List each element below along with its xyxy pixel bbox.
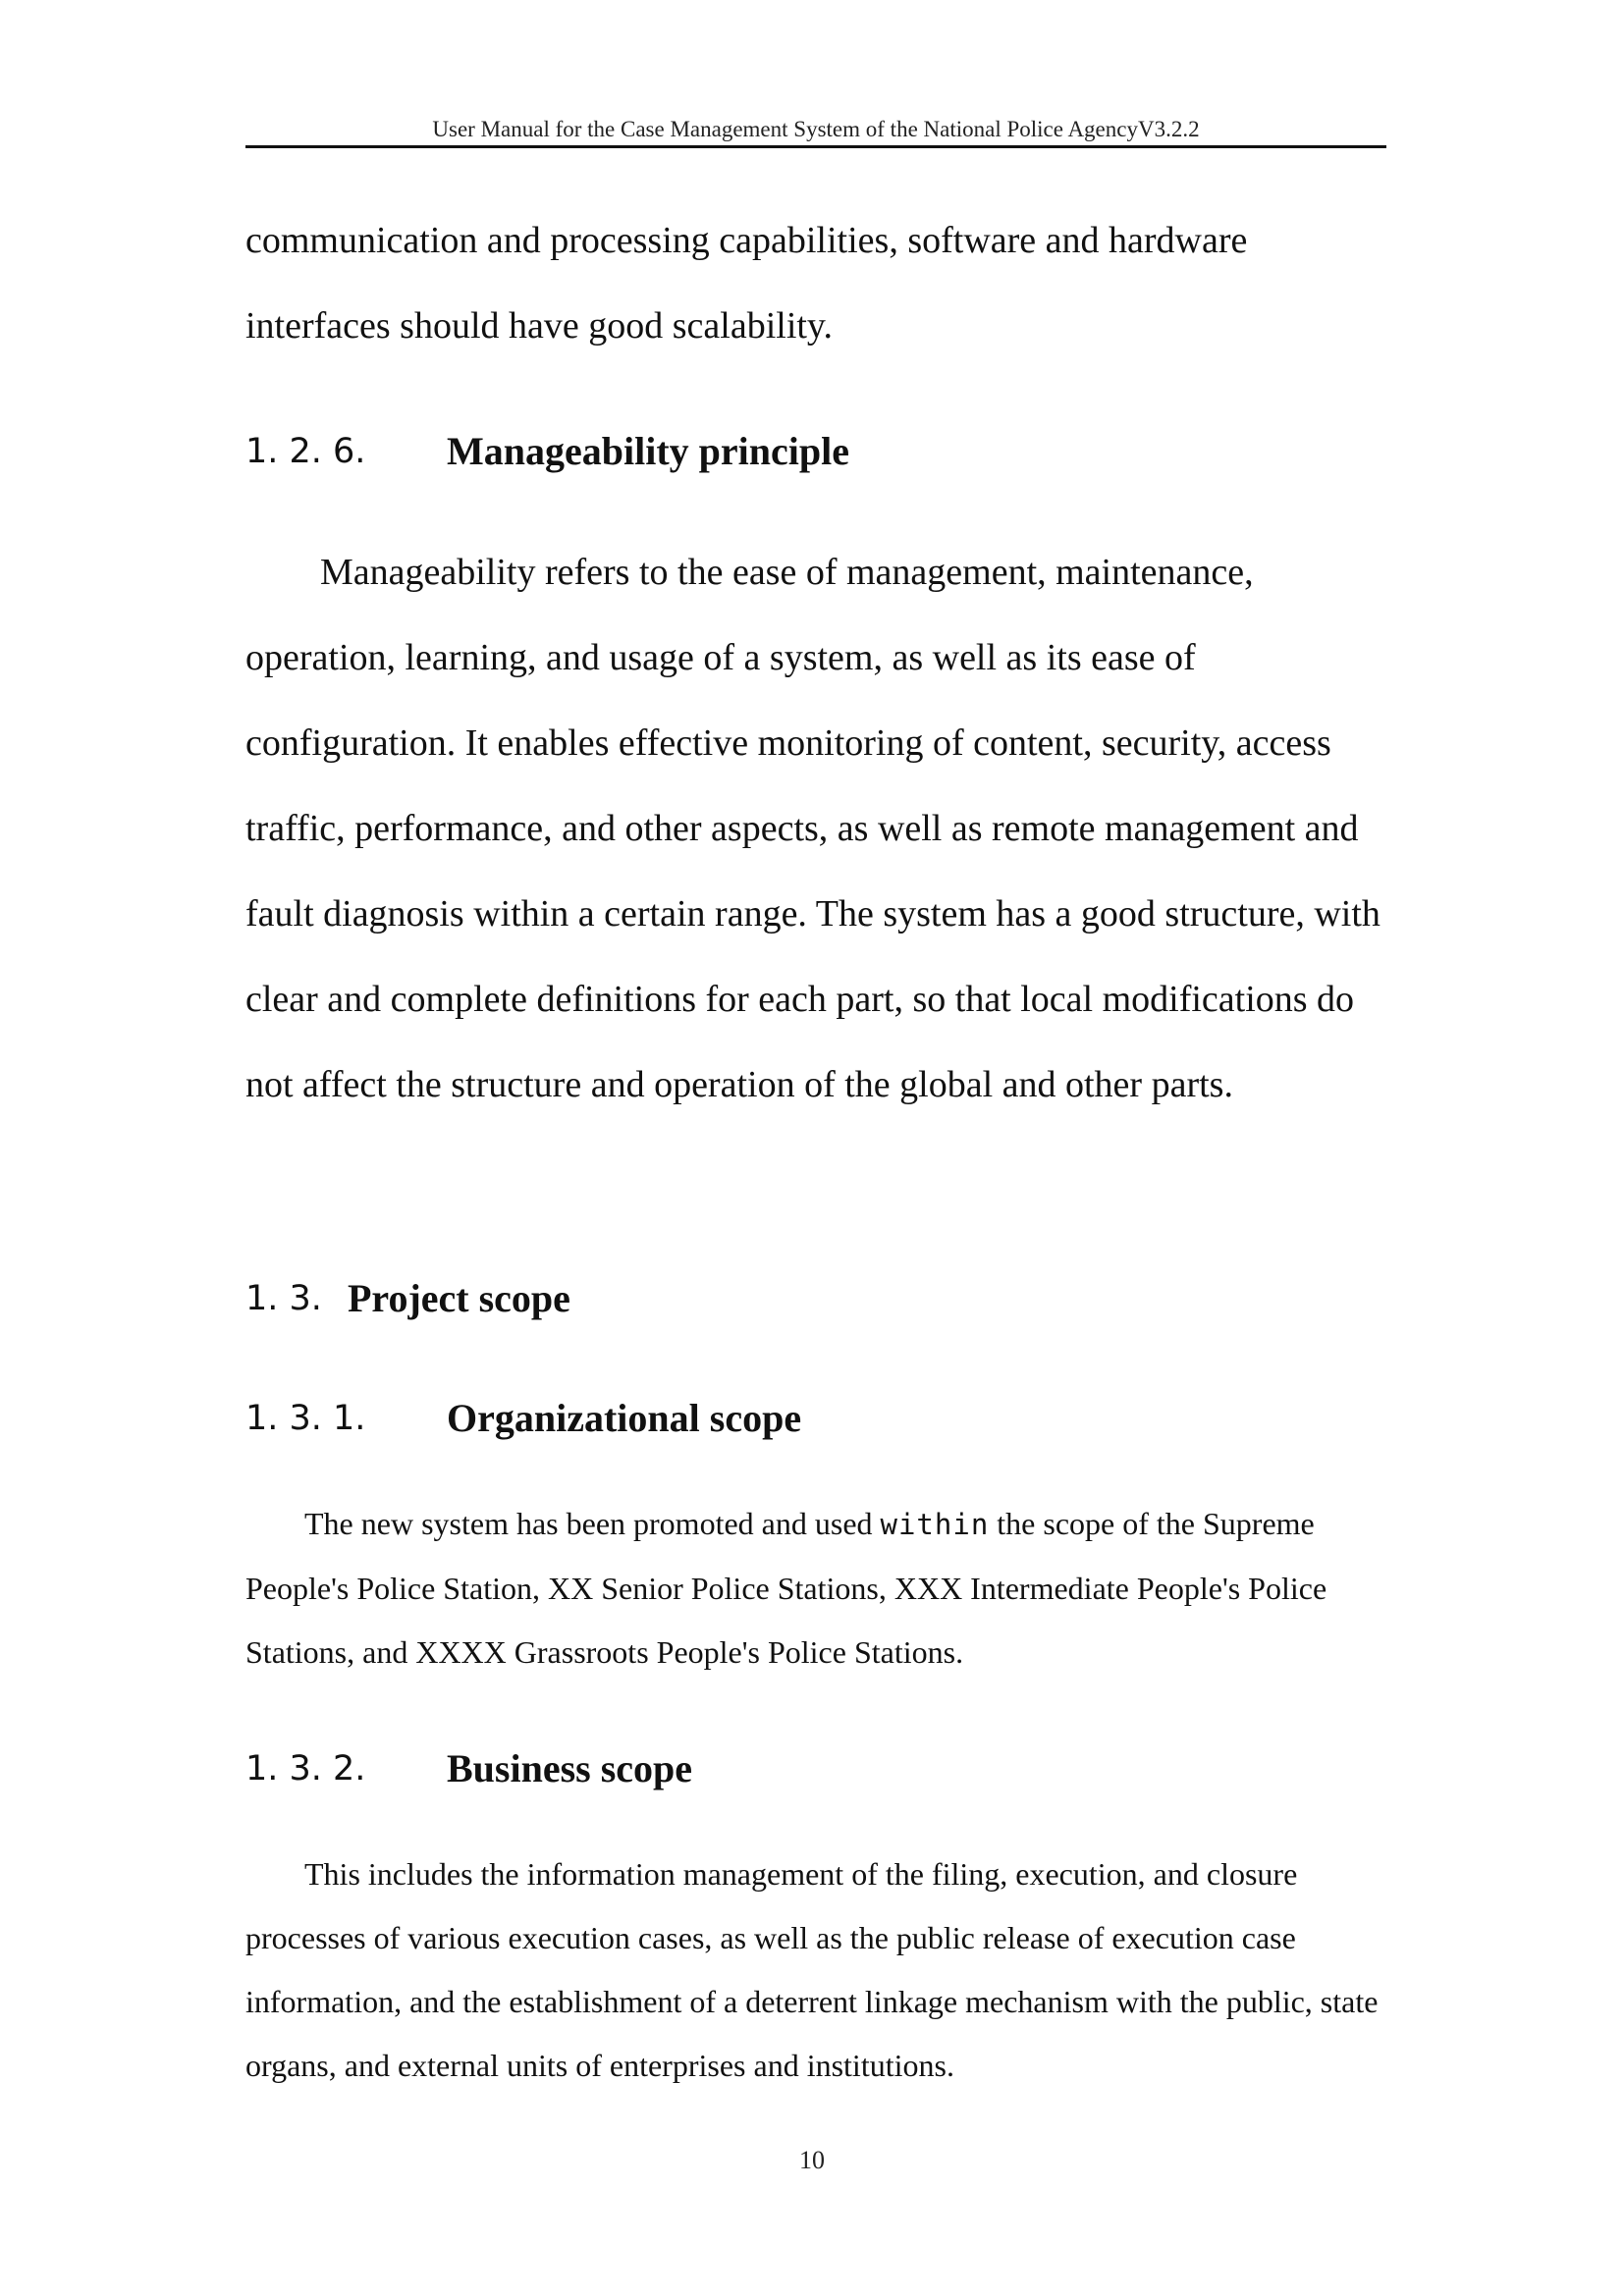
business-scope-paragraph: This includes the information management of the filing, execution, and closure processes of various execution cases, as well as the public release of execution case information, and the establishment of a deterrent linkage mechanism with the public, state organs, and external units of enterprises and institutions. [245,1856,1379,2083]
paragraph-text: The new system has been promoted and used [304,1506,881,1541]
continuation-paragraph: communication and processing capabilities, software and hardware interfaces should have good scalability. [245,220,1248,347]
section-heading-1-3 [245,1269,1386,1328]
section-number: 1. 3. 1. [245,1399,366,1438]
paragraph-text: the scope of the Supreme People's Police Station, XX Senior Police Stations, XXX Intermediate People's Police Stations, and XXXX Grassroots People's Police Stations. [245,1506,1327,1670]
section-heading-1-3-1 [245,1389,1386,1448]
page-number: 10 [799,2146,825,2174]
organizational-scope-paragraph [245,1492,1386,1684]
header-rule [245,145,1386,148]
section-title: Project scope [348,1276,570,1320]
section-heading-1-3-2 [245,1739,1386,1798]
section-number: 1. 2. 6. [245,432,366,471]
section-title: Manageability principle [447,429,849,473]
running-header: User Manual for the Case Management System of the National Police AgencyV3.2.2 [432,117,1200,141]
manageability-paragraph: Manageability refers to the ease of management, maintenance, operation, learning, and usage of a system, as well as its ease of configuration. It enables effective monitoring of content, security, access traffic, performance, and other aspects, as well as remote management and fault diagnosis within a certain range. The system has a good structure, with clear and complete definitions for each part, so that local modifications do not affect the structure and operation of the global and other parts. [245,552,1380,1105]
section-number: 1. 3. 2. [245,1749,366,1789]
section-number: 1. 3. [245,1279,322,1318]
section-title: Business scope [447,1746,693,1790]
paragraph-mono-word: within [880,1508,990,1541]
section-title: Organizational scope [447,1396,802,1440]
section-heading-1-2-6 [245,422,1386,481]
